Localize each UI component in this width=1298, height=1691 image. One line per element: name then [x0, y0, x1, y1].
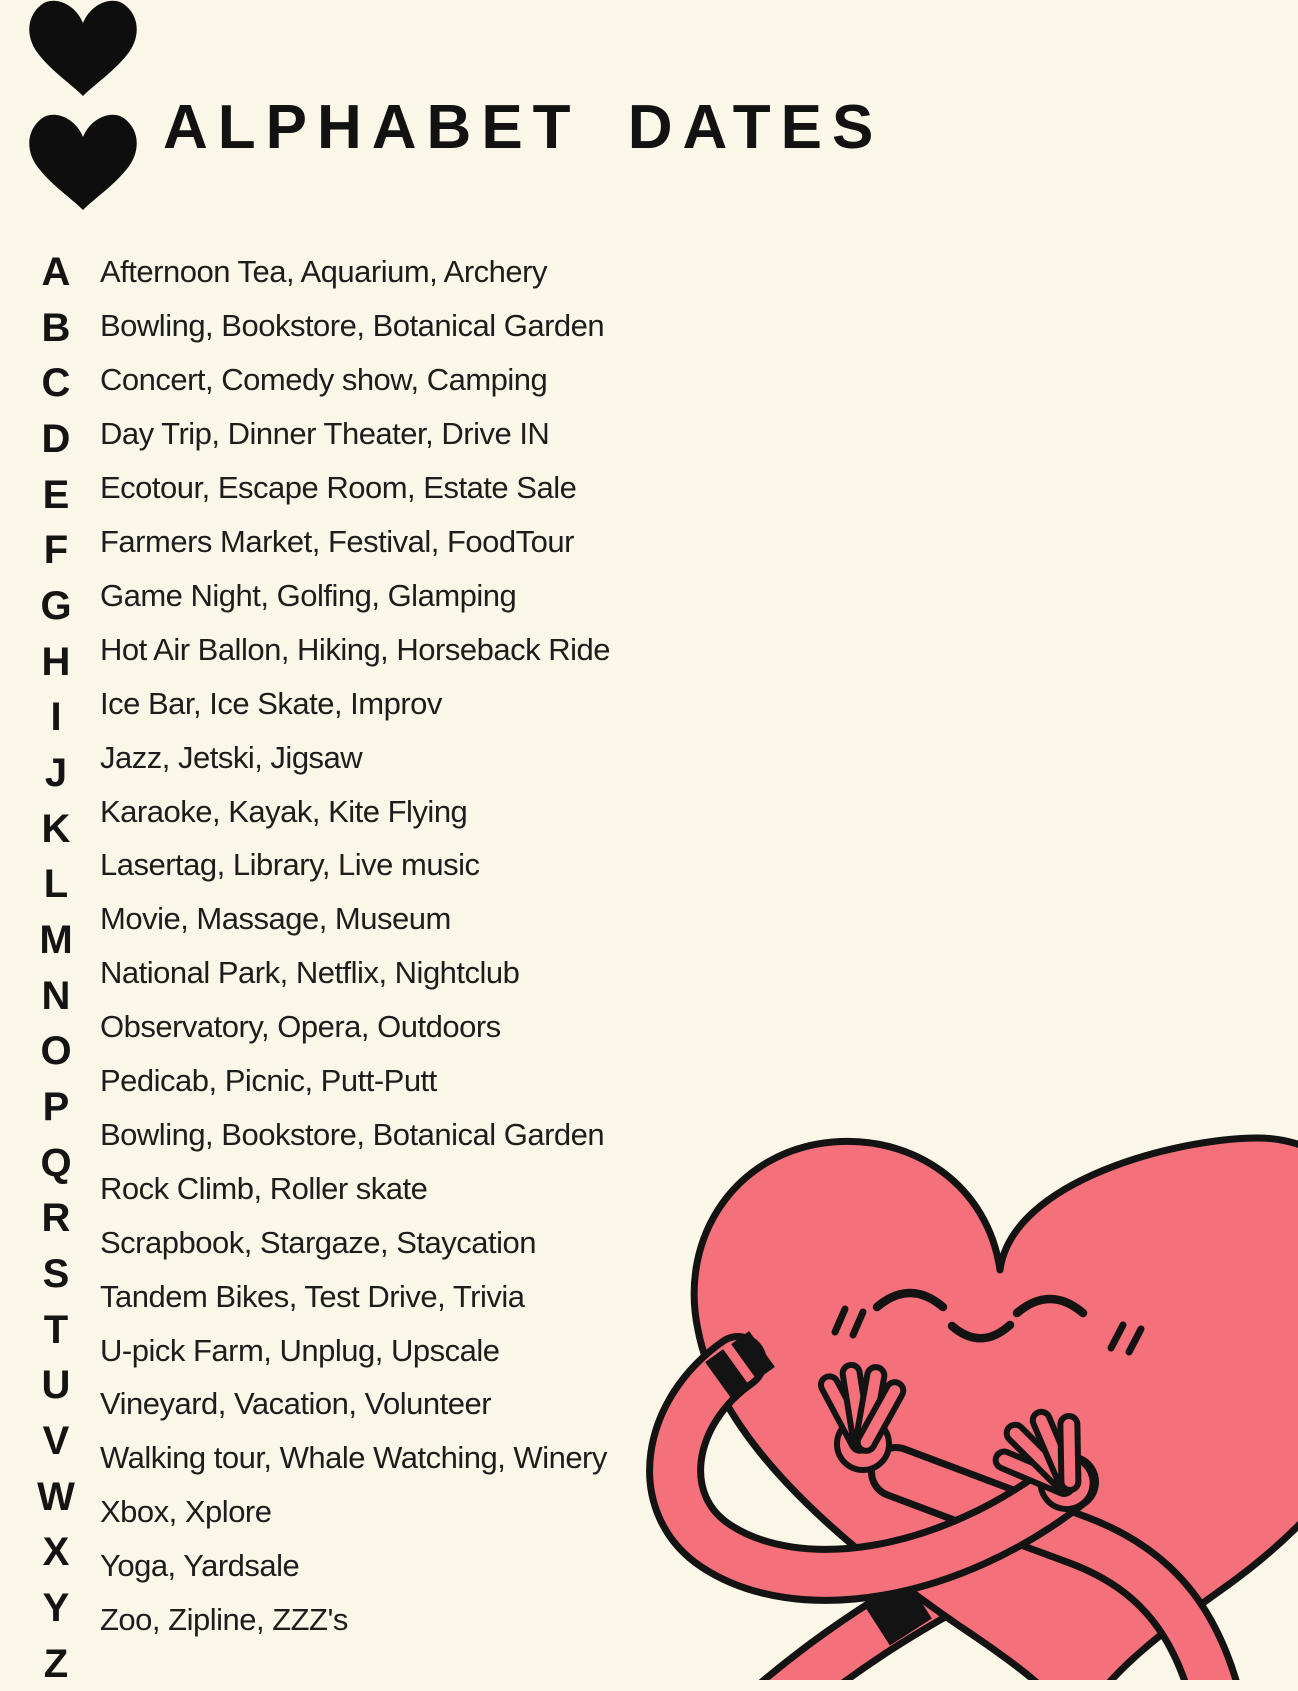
date-ideas-o: Observatory, Opera, Outdoors [100, 1009, 501, 1045]
date-ideas-g: Game Night, Golfing, Glamping [100, 577, 517, 613]
alphabet-letter-f: F [43, 528, 69, 573]
alphabet-letter-l: L [43, 862, 69, 907]
alphabet-letter-c: C [41, 361, 71, 406]
black-heart-icon [29, 1, 137, 96]
date-ideas-s: Scrapbook, Stargaze, Staycation [100, 1224, 536, 1260]
alphabet-letter-m: M [39, 917, 73, 962]
alphabet-letter-o: O [40, 1029, 72, 1074]
alphabet-letter-v: V [42, 1418, 70, 1463]
date-ideas-h: Hot Air Ballon, Hiking, Horseback Ride [100, 631, 610, 667]
sleeve-stripe [878, 1600, 920, 1627]
alphabet-letter-w: W [37, 1474, 75, 1519]
sleeve-stripe [718, 1367, 736, 1380]
alphabet-letter-u: U [41, 1363, 71, 1408]
date-ideas-u: U-pick Farm, Unplug, Upscale [100, 1332, 500, 1368]
page-title: ALPHABET DATES [163, 92, 884, 162]
date-ideas-m: Movie, Massage, Museum [100, 901, 451, 937]
black-hearts-decoration [6, 0, 156, 216]
date-ideas-l: Lasertag, Library, Live music [100, 847, 480, 883]
alphabet-letter-e: E [42, 472, 70, 517]
date-ideas-f: Farmers Market, Festival, FoodTour [100, 523, 574, 559]
alphabet-letter-n: N [41, 973, 71, 1018]
date-ideas-k: Karaoke, Kayak, Kite Flying [100, 793, 468, 829]
date-ideas-c: Concert, Comedy show, Camping [100, 362, 548, 398]
alphabet-letter-b: B [41, 305, 71, 350]
date-ideas-x: Xbox, Xplore [100, 1494, 272, 1530]
date-ideas-b: Bowling, Bookstore, Botanical Garden [100, 308, 605, 344]
alphabet-letter-z: Z [43, 1641, 69, 1686]
date-ideas-j: Jazz, Jetski, Jigsaw [100, 739, 363, 775]
alphabet-letter-s: S [42, 1251, 70, 1296]
date-ideas-w: Walking tour, Whale Watching, Winery [100, 1440, 607, 1476]
date-ideas-a: Afternoon Tea, Aquarium, Archery [100, 254, 547, 290]
date-ideas-t: Tandem Bikes, Test Drive, Trivia [100, 1278, 525, 1314]
alphabet-letter-p: P [42, 1084, 70, 1129]
heart-mascot-illustration [638, 1080, 1298, 1680]
date-ideas-e: Ecotour, Escape Room, Estate Sale [100, 470, 577, 506]
alphabet-letter-x: X [42, 1530, 70, 1575]
letters-column [0, 244, 112, 1691]
sleeve-stripe [744, 1349, 762, 1362]
alphabet-letter-i: I [50, 695, 62, 740]
date-ideas-r: Rock Climb, Roller skate [100, 1170, 428, 1206]
ideas-column [100, 245, 610, 1647]
date-ideas-y: Yoga, Yardsale [100, 1548, 300, 1584]
alphabet-letter-y: Y [42, 1585, 70, 1630]
alphabet-letter-j: J [44, 750, 68, 795]
date-ideas-p: Pedicab, Picnic, Putt-Putt [100, 1063, 437, 1099]
black-heart-icon [29, 115, 137, 210]
date-ideas-n: National Park, Netflix, Nightclub [100, 955, 520, 991]
date-ideas-q: Bowling, Bookstore, Botanical Garden [100, 1116, 605, 1152]
alphabet-letter-k: K [41, 806, 71, 851]
alphabet-letter-q: Q [40, 1140, 72, 1185]
alphabet-letter-g: G [40, 583, 72, 628]
date-ideas-v: Vineyard, Vacation, Volunteer [100, 1386, 492, 1422]
alphabet-letter-t: T [43, 1307, 69, 1352]
date-ideas-d: Day Trip, Dinner Theater, Drive IN [100, 416, 550, 452]
date-ideas-z: Zoo, Zipline, ZZZ's [100, 1602, 348, 1638]
date-ideas-i: Ice Bar, Ice Skate, Improv [100, 685, 442, 721]
alphabet-letter-h: H [41, 639, 71, 684]
alphabet-letter-a: A [41, 249, 71, 294]
alphabet-letter-r: R [41, 1196, 71, 1241]
alphabet-letter-d: D [41, 416, 71, 461]
